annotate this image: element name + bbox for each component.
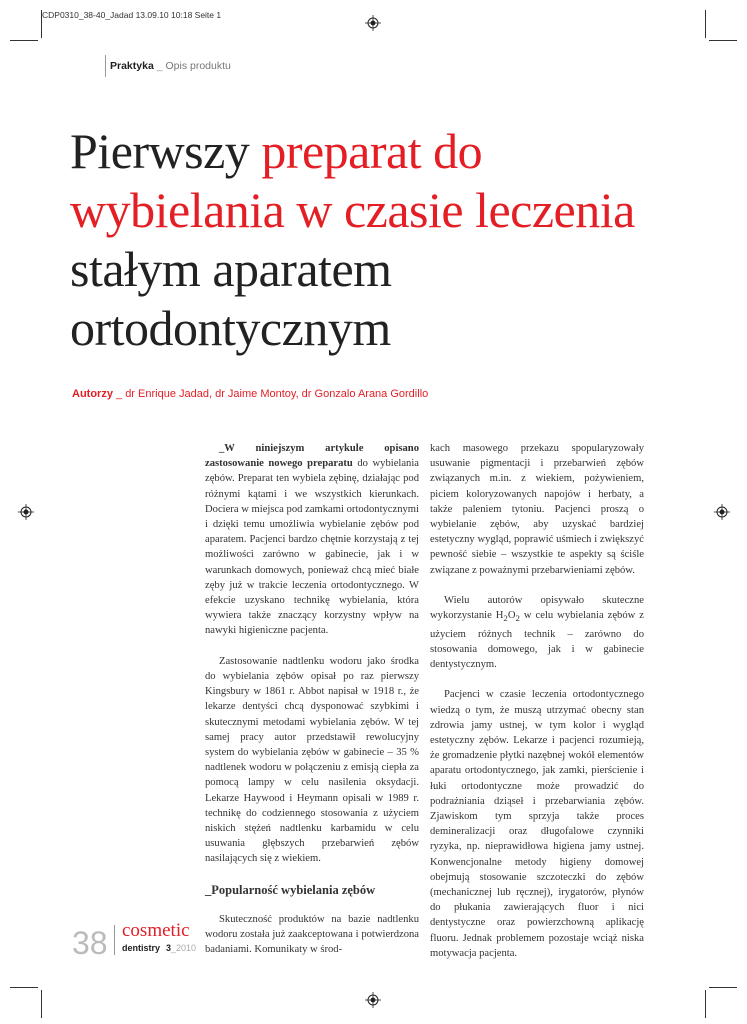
crop-mark-top-left-h [10, 40, 38, 41]
title-part2: preparat do wybielania w czasie leczenia [70, 123, 635, 238]
registration-mark-left [18, 504, 34, 520]
section-subtitle: Opis produktu [165, 60, 231, 72]
text-column-1 [205, 441, 419, 957]
authors-label: Autorzy [72, 388, 113, 400]
authors-separator: _ [112, 388, 126, 400]
title-part1: Pierwszy [70, 123, 262, 179]
authors-names: dr Enrique Jadad, dr Jaime Montoy, dr Gonzalo Arana Gordillo [125, 388, 429, 400]
paragraph: kach masowego przekazu spopularyzowały usuwanie pigmentacji i przebarwień zębów związanych m.in. z wiekiem, pożywieniem, piciem koloryzowanych napojów i herbaty, a także paleniem tytoniu. Pacjenci proszą o wybielanie zębów, aby uzyskać bardziej estetyczny wygląd, poprawić uśmiech i zwiększyć pewność siebie – wszystkie te aspekty są ściśle związane z poważnymi przebarwieniami zębów. [430, 443, 644, 576]
paragraph-text: Wielu autorów opisywało skuteczne wykorzystanie H [430, 595, 644, 622]
section-header [110, 60, 231, 72]
section-name: Praktyka [110, 60, 154, 72]
subscript: 2 [503, 613, 508, 624]
intro-paragraph [205, 441, 419, 639]
issue-number: 3 [166, 943, 172, 953]
page-number: 38 [72, 925, 108, 961]
title-part3: stałym aparatem ortodontycznym [70, 241, 392, 356]
subscript: 2 [515, 613, 520, 624]
crop-mark-bottom-left-v [41, 990, 42, 1018]
registration-mark-top [365, 15, 381, 31]
registration-mark-bottom [365, 992, 381, 1008]
crop-mark-bottom-right-v [705, 990, 706, 1018]
paragraph-text: w celu wybielania zębów z użyciem różnych technik – zarówno do stosowania domowego, jak i w gabinecie dentystycznym. [430, 610, 644, 670]
section-separator: _ [153, 60, 166, 72]
print-slug: CDP0310_38-40_Jadad 13.09.10 10:18 Seite 1 [42, 10, 222, 20]
subheading: _Popularność wybielania zębów [205, 882, 376, 897]
paragraph [430, 593, 644, 672]
crop-mark-top-left-v [41, 10, 42, 38]
paragraph: Zastosowanie nadtlenku wodoru jako środka do wybielania zębów opisał po raz pierwszy Kingsbury w 1861 r. Abbot napisał w 1918 r., że lekarze dentyści chcą dysponować szybkimi i skutecznymi metodami wybielania zębów. W tej samej pracy autor przedstawił rewolucyjny system do wybielania zębów w gabinecie – 35 % nadtlenek wodoru w połączeniu z emisją ciepła za pomocą lampy w celu nasilenia oksydacji. Lekarze Haywood i Heymann opisali w 1989 r. technikę do codziennego stosowania z użyciem niskich stężeń nadtlenku karbamidu w celu usuwania głębszych przebarwień zębów nasilających się z wiekiem. [205, 655, 419, 865]
crop-mark-top-right-v [705, 10, 706, 38]
authors-line [72, 388, 428, 400]
article-title [70, 122, 690, 358]
intro-text: do wybielania zębów. Preparat ten wybiela zębinę, działając pod różnymi kątami i we wszystkich kierunkach. Dociera w miejsca pod zamkami ortodontycznymi i dzięki temu umożliwia wybielanie zębów pod aparatem. Pacjenci bardzo chętnie korzystają z tej możliwości zarówno w gabinecie, jak i w warunkach domowych, ponieważ chcą mieć białe zęby już w trakcie leczenia ortodontycznego. W efekcie uzyskano technikę wybielania, która wywiera także znaczący korzystny wpływ na nawyki higieniczne pacjenta. [205, 458, 419, 637]
magazine-subtitle [122, 943, 196, 953]
crop-mark-bottom-right-h [709, 987, 737, 988]
paragraph-text: O [507, 610, 516, 622]
paragraph: Pacjenci w czasie leczenia ortodontycznego wiedzą o tym, że muszą utrzymać obecny stan zdrowia jamy ustnej, w tym kolor i wygląd estetyczny zębów. Lekarze i pacjenci rozumieją, że gromadzenie płytki nazębnej wokół elementów aparatu ortodontycznego, jak zamki, pierścienie i łuki ortodontyczne może prowadzić do podrażniania dziąseł i przebarwiania zębów. Zjawiskom tym sprzyja także proces demineralizacji oraz długofalowe czynniki ryzyka, np. nieprawidłowa higiena jamy ustnej. Konwencjonalne metody higieny domowej obejmują stosowanie szczoteczki do zębów (mechanicznej lub ręcznej), irygatorów, płynów do płukania zawierających fluor i nici dentystyczne oraz powierzchowną aplikację fluoru. Jednak problemem pozostaje wciąż niska motywacja pacjenta. [430, 689, 644, 959]
magazine-logo: cosmetic [122, 920, 190, 941]
registration-mark-right [714, 504, 730, 520]
footer-divider [114, 925, 115, 955]
section-divider [105, 55, 106, 77]
crop-mark-bottom-left-h [10, 987, 38, 988]
issue-year: _2010 [171, 943, 197, 953]
magazine-sub-name: dentistry [122, 943, 161, 953]
text-column-2 [430, 441, 644, 961]
crop-mark-top-right-h [709, 40, 737, 41]
paragraph: Skuteczność produktów na bazie nadtlenku wodoru została już zaakceptowana i potwierdzona badaniami. Komunikaty w środ- [205, 913, 419, 956]
intro-lead: _W niniejszym artykule opisano zastosowanie nowego preparatu [205, 443, 419, 470]
